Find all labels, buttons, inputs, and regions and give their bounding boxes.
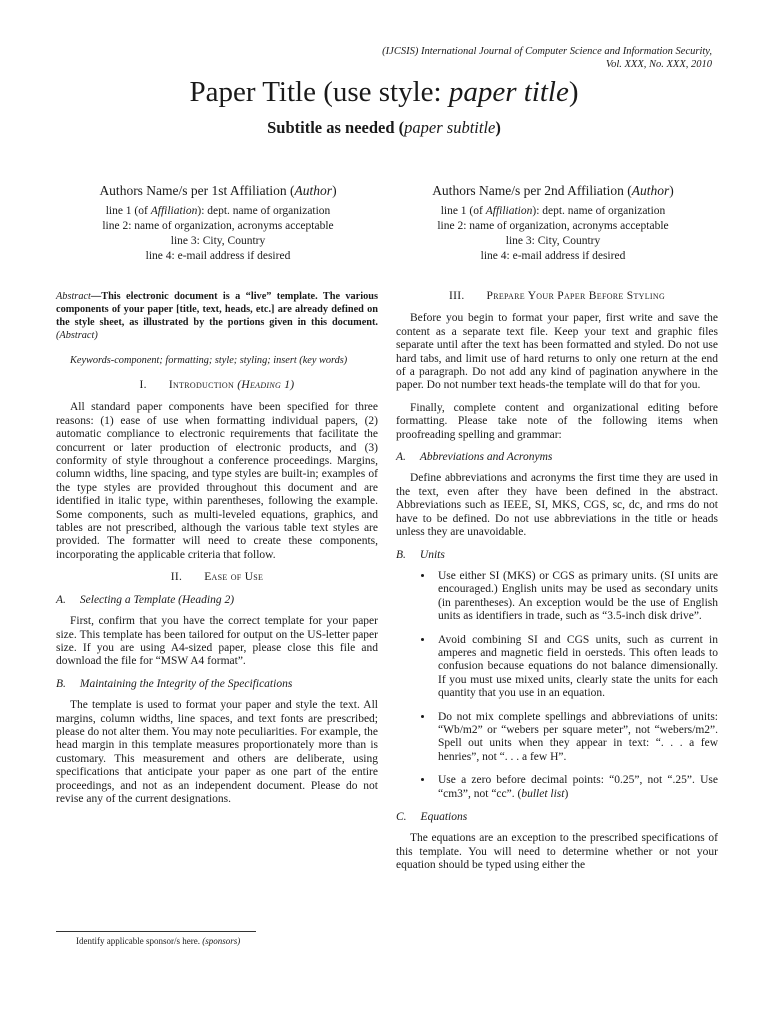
journal-volume: Vol. XXX, No. XXX, 2010 [605,59,712,70]
footnote: Identify applicable sponsor/s here. (sponsors) [76,936,241,946]
author-name: Authors Name/s per 2nd Affiliation (Author) [432,183,674,198]
footnote-divider [56,931,256,932]
author-name: Authors Name/s per 1st Affiliation (Author) [99,183,337,198]
abbreviations-paragraph: Define abbreviations and acronyms the first time they are used in the text, even after they have been defined in the abstract. Abbreviations such as IEEE, SI, MKS, CGS, sc, dc, and rms do not have to be defined. Do not use abbreviations in the title or heads unless they are unavoidable. [396,472,718,539]
section-heading-ease-of-use: II. Ease of Use [170,571,264,584]
affiliation-line-2: line 2: name of organization, acronyms acceptable [102,220,334,232]
paper-subtitle: Subtitle as needed (paper subtitle) [267,118,501,137]
subsection-heading-units: B. Units [396,548,445,561]
section-heading-introduction: I. Introduction (Heading 1) [139,379,295,391]
journal-header [382,45,712,71]
selecting-template-paragraph: First, confirm that you have the correct template for your paper size. This template has been tailored for output on the US-letter paper size. If you are using A4-sized paper, please close this file and download the file for “MSW A4 format”. [56,615,378,668]
affiliation-line-4: line 4: e-mail address if desired [480,250,626,262]
list-item: • Avoid combining SI and CGS units, such as current in amperes and magnetic field in oersteds. This often leads to confusion because equations do not balance dimensionally. If you must use mixed units, clearly state the units for each quantity that you use in an equation. [434,634,718,701]
affiliation-line-1: line 1 (of Affiliation): dept. name of organization [105,205,331,217]
list-item: • Do not mix complete spellings and abbreviations of units: “Wb/m2” or “webers per square meter”, not “webers/m2”. Spell out units when they appear in text: “. . . a few henries”, not “. . . a few H”. [434,711,718,765]
affiliation-line-3: line 3: City, Country [505,235,601,247]
left-column [56,290,378,815]
prepare-paragraph-2: Finally, complete content and organizational editing before formatting. Please take note of the following items when proofreading spelling and grammar: [396,401,718,441]
subsection-heading-selecting-template: A. Selecting a Template (Heading 2) [56,593,235,606]
affiliation-line-4: line 4: e-mail address if desired [145,250,291,262]
affiliation-line-2: line 2: name of organization, acronyms acceptable [437,220,669,232]
affiliation-line-3: line 3: City, Country [170,235,266,247]
right-column [396,290,718,882]
author-block-1 [58,183,378,264]
abstract: Abstract—This electronic document is a “live” template. The various components of your paper [title, text, heads, etc.] are already defined on the style sheet, as illustrated by the portions given in this document. (Abstract) [56,291,378,341]
author-block-2 [393,183,713,264]
list-item: • Use a zero before decimal points: “0.25”, not “.25”. Use “cm3”, not “cc”. (bullet list) [434,774,718,801]
subsection-heading-abbreviations: A. Abbreviations and Acronyms [396,451,553,464]
subsection-heading-integrity: B. Maintaining the Integrity of the Specifications [56,677,293,690]
journal-name: (IJCSIS) International Journal of Computer Science and Information Security, [382,46,712,57]
affiliation-line-1: line 1 (of Affiliation): dept. name of organization [440,205,666,217]
integrity-paragraph: The template is used to format your paper and style the text. All margins, column widths, line spaces, and text fonts are prescribed; please do not alter them. You may note peculiarities. For example, the head margin in this template measures proportionately more than is customary. This measurement and others are deliberate, using specifications that anticipate your paper as one part of the entire proceedings, and not as an independent document. Please do not revise any of the current designations. [56,699,378,805]
units-bullet-list [396,570,718,801]
intro-paragraph: All standard paper components have been specified for three reasons: (1) ease of use when formatting individual papers, (2) automatic compliance to electronic requirements that facilitate the concurrent or later production of electronic products, and (3) conformity of style throughout a conference proceedings. Margins, column widths, line spacing, and type styles are built-in; examples of the type styles are provided throughout this document and are identified in italic type, within parentheses, following the example. Some components, such as multi-leveled equations, graphics, and tables are not prescribed, although the various table text styles are provided. The formatter will need to create these components, incorporating the applicable criteria that follow. [56,401,378,561]
prepare-paragraph-1: Before you begin to format your paper, first write and save the content as a separate text file. Keep your text and graphic files separate until after the text has been formatted and styled. Do not use hard tabs, and limit use of hard returns to only one return at the end of a paragraph. Do not add any kind of pagination anywhere in the paper. Do not number text heads-the template will do that for you. [396,312,718,392]
equations-paragraph: The equations are an exception to the prescribed specifications of this template. You will need to determine whether or not your equation should be typed using either the [396,832,718,872]
list-item: • Use either SI (MKS) or CGS as primary units. (SI units are encouraged.) English units may be used as secondary units (in parentheses). An exception would be the use of English units as identifiers in trade, such as “3.5-inch disk drive”. [434,570,718,624]
subsection-heading-equations: C. Equations [396,811,468,823]
section-heading-prepare: III. Prepare Your Paper Before Styling [448,290,666,302]
keywords: Keywords-component; formatting; style; styling; insert (key words) [70,355,348,366]
paper-title: Paper Title (use style: paper title) [189,76,579,108]
